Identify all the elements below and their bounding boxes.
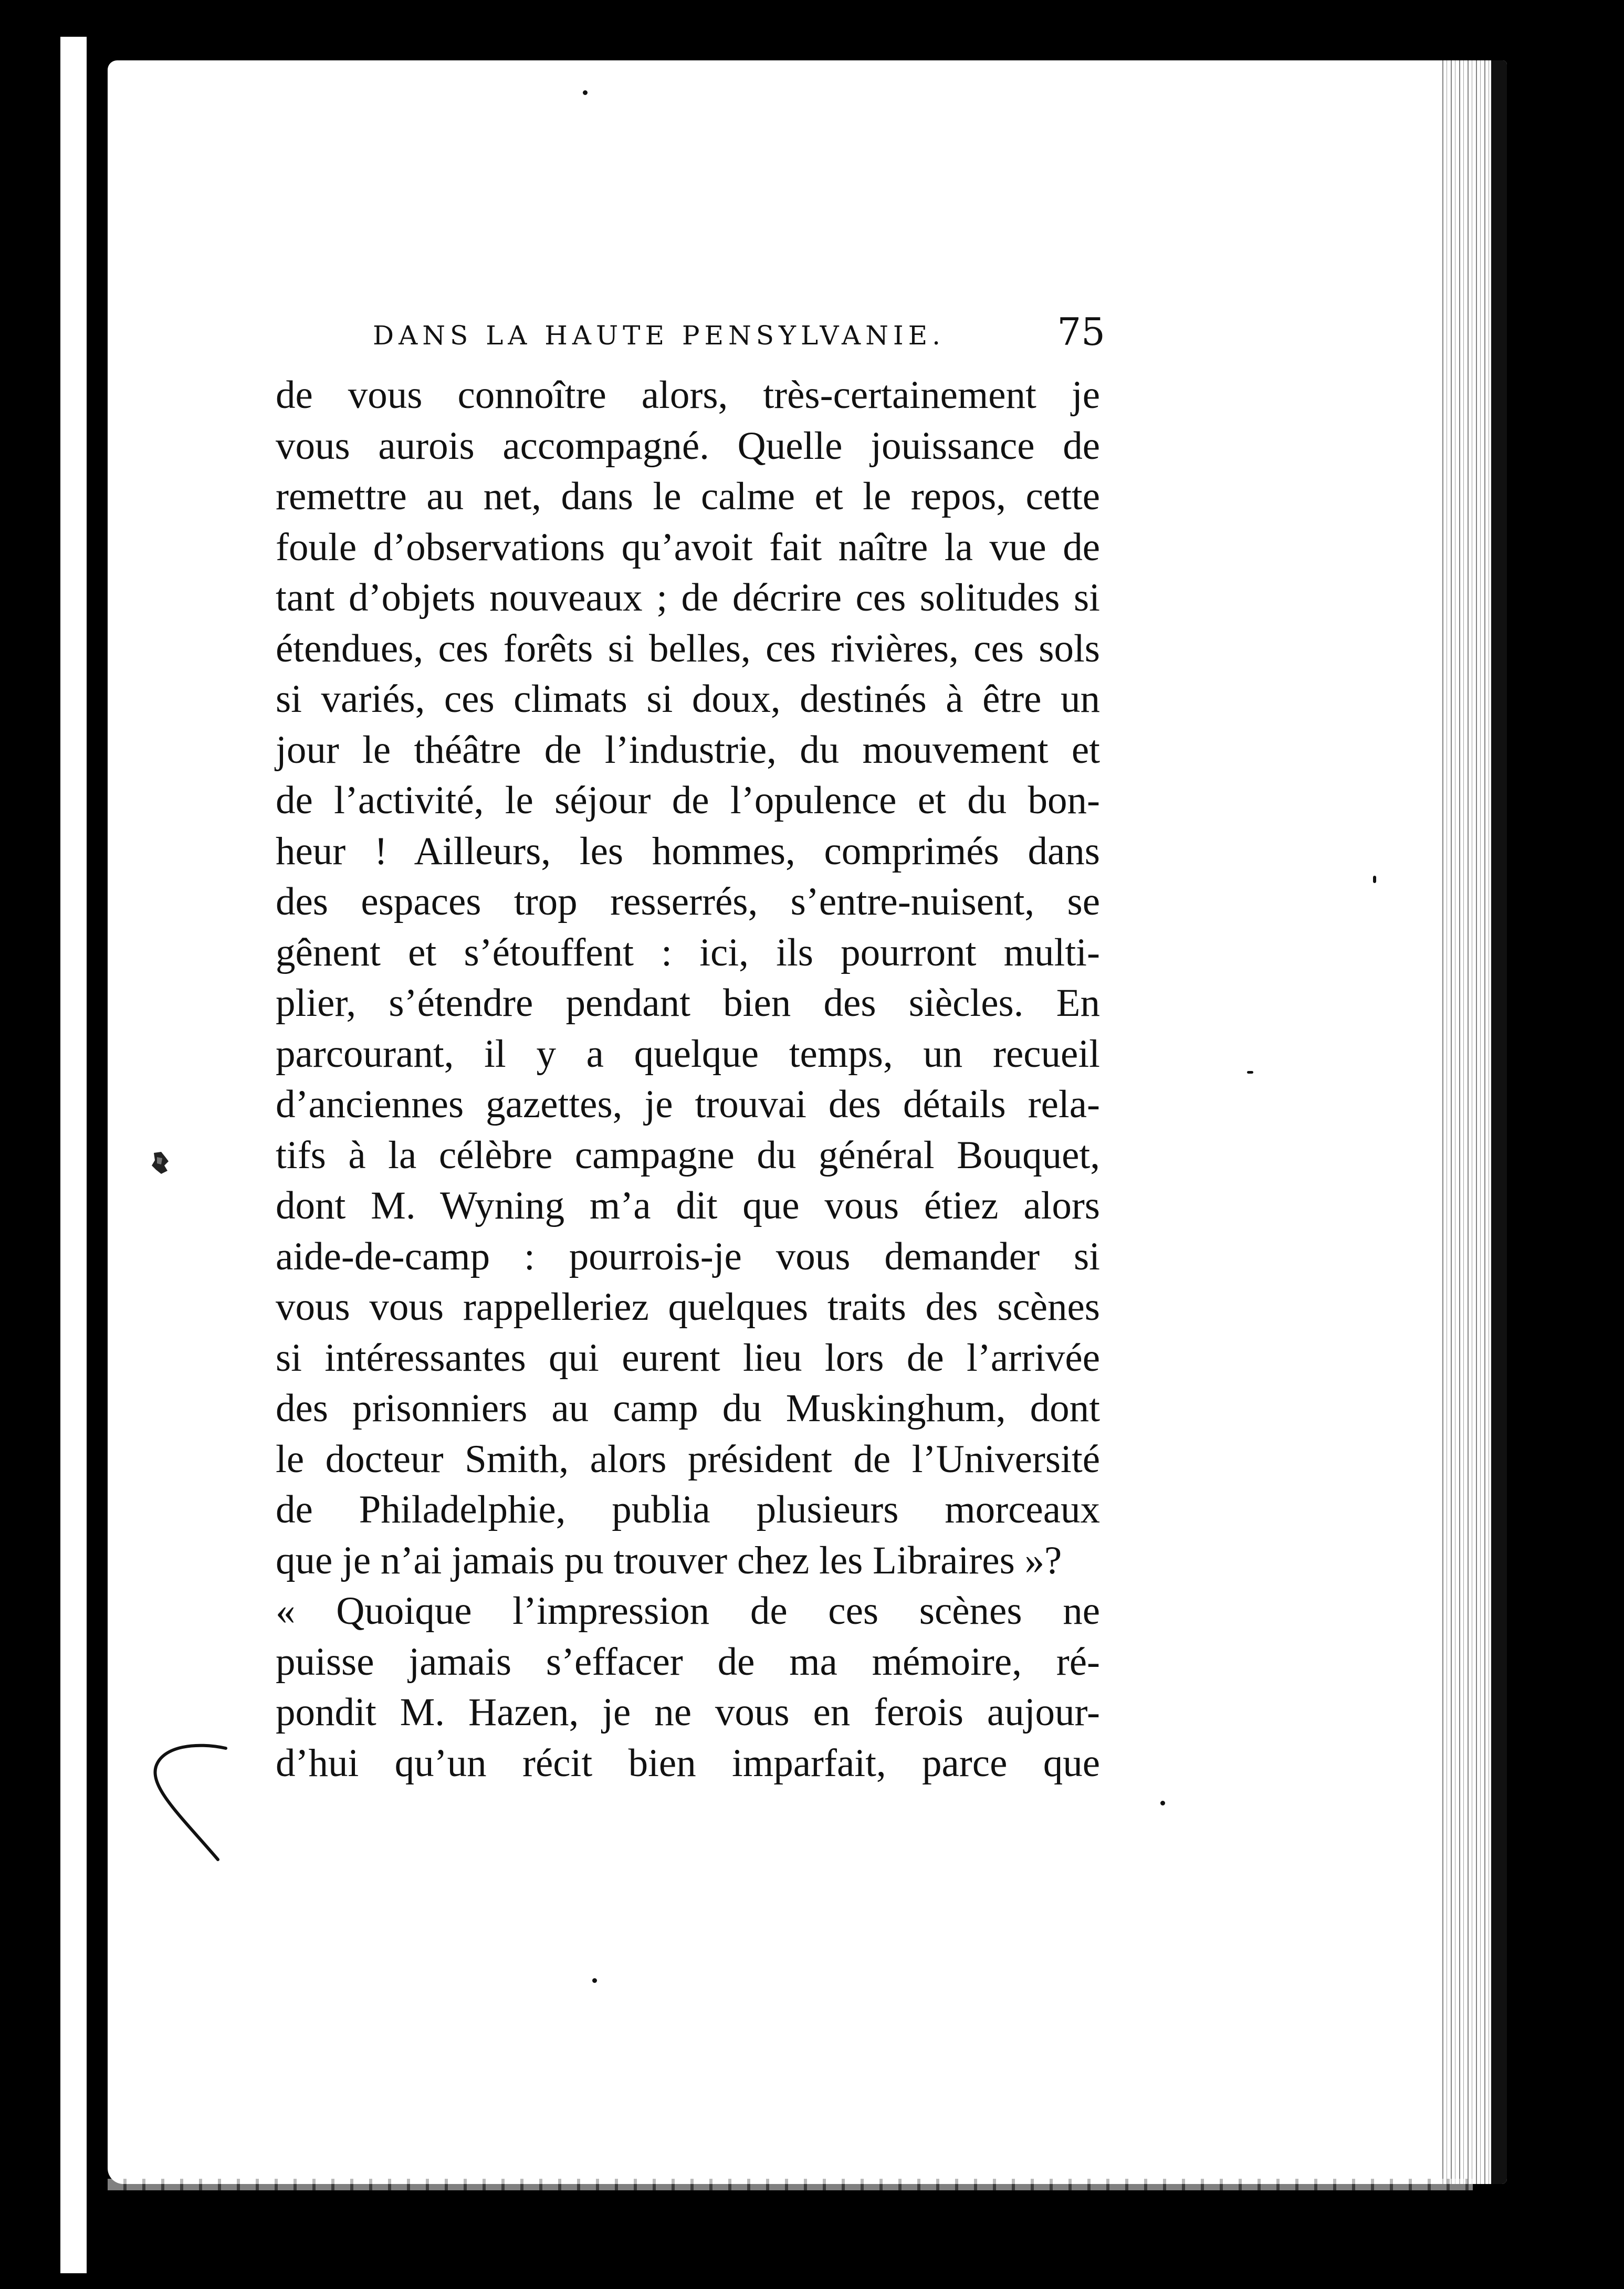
text-line: le docteur Smith, alors président de l’Université <box>276 1437 1100 1481</box>
text-line: heur ! Ailleurs, les hommes, comprimés dans <box>276 829 1100 873</box>
binding-shadow-left <box>87 37 108 2273</box>
speck-dot <box>592 1978 597 1983</box>
text-line: puisse jamais s’effacer de ma mémoire, ré- <box>276 1640 1100 1684</box>
text-line: aide-de-camp : pourrois-je vous demander si <box>276 1234 1100 1278</box>
text-line: de Philadelphie, publia plusieurs morceaux <box>276 1488 1100 1531</box>
page-header <box>265 310 1116 368</box>
speck-dot <box>1247 1071 1253 1074</box>
text-line: d’hui qu’un récit bien imparfait, parce que <box>276 1741 1100 1785</box>
text-line: des prisonniers au camp du Muskinghum, dont <box>276 1387 1100 1430</box>
text-line: de l’activité, le séjour de l’opulence et du bon- <box>276 779 1100 822</box>
text-line: d’anciennes gazettes, je trouvai des détails rela- <box>276 1083 1100 1126</box>
text-line: tant d’objets nouveaux ; de décrire ces solitudes si <box>276 576 1100 620</box>
text-line: jour le théâtre de l’industrie, du mouvement et <box>276 728 1100 772</box>
page-number: 75 <box>1057 310 1105 354</box>
text-line: de vous connoître alors, très-certainement je <box>276 373 1100 417</box>
running-title: DANS LA HAUTE PENSYLVANIE. <box>373 320 946 351</box>
text-line: gênent et s’étouffent : ici, ils pourront multi- <box>276 930 1100 974</box>
text-line: dont M. Wyning m’a dit que vous étiez alors <box>276 1184 1100 1227</box>
text-line: tifs à la célèbre campagne du général Bouquet, <box>276 1133 1100 1177</box>
page-edge-shadow <box>1491 60 1507 2184</box>
text-line: vous aurois accompagné. Quelle jouissance de <box>276 424 1100 468</box>
page-edge-bottom <box>108 2179 1473 2190</box>
text-line: remettre au net, dans le calme et le repos, cette <box>276 475 1100 518</box>
text-line: « Quoique l’impression de ces scènes ne <box>276 1589 1100 1633</box>
text-line: si variés, ces climats si doux, destinés à être un <box>276 677 1100 721</box>
text-line: des espaces trop resserrés, s’entre-nuisent, se <box>276 880 1100 923</box>
speck-dot <box>1160 1801 1165 1805</box>
speck-dot <box>1373 876 1376 883</box>
binding-edge-left <box>60 37 87 2273</box>
text-line: étendues, ces forêts si belles, ces rivières, ces sols <box>276 626 1100 670</box>
text-line: pondit M. Hazen, je ne vous en ferois aujour- <box>276 1690 1100 1734</box>
ink-blot-icon <box>150 1150 171 1176</box>
text-line: que je n’ai jamais pu trouver chez les Libraires »? <box>276 1538 1062 1582</box>
hook-mark-icon <box>150 1743 234 1864</box>
text-line: parcourant, il y a quelque temps, un recueil <box>276 1032 1100 1076</box>
text-line: si intéressantes qui eurent lieu lors de l’arrivée <box>276 1336 1100 1380</box>
body-text <box>276 370 1100 1789</box>
text-line: plier, s’étendre pendant bien des siècles. En <box>276 981 1100 1025</box>
text-line: vous vous rappelleriez quelques traits des scènes <box>276 1285 1100 1329</box>
text-line: foule d’observations qu’avoit fait naître la vue de <box>276 525 1100 569</box>
speck-dot <box>583 90 588 95</box>
